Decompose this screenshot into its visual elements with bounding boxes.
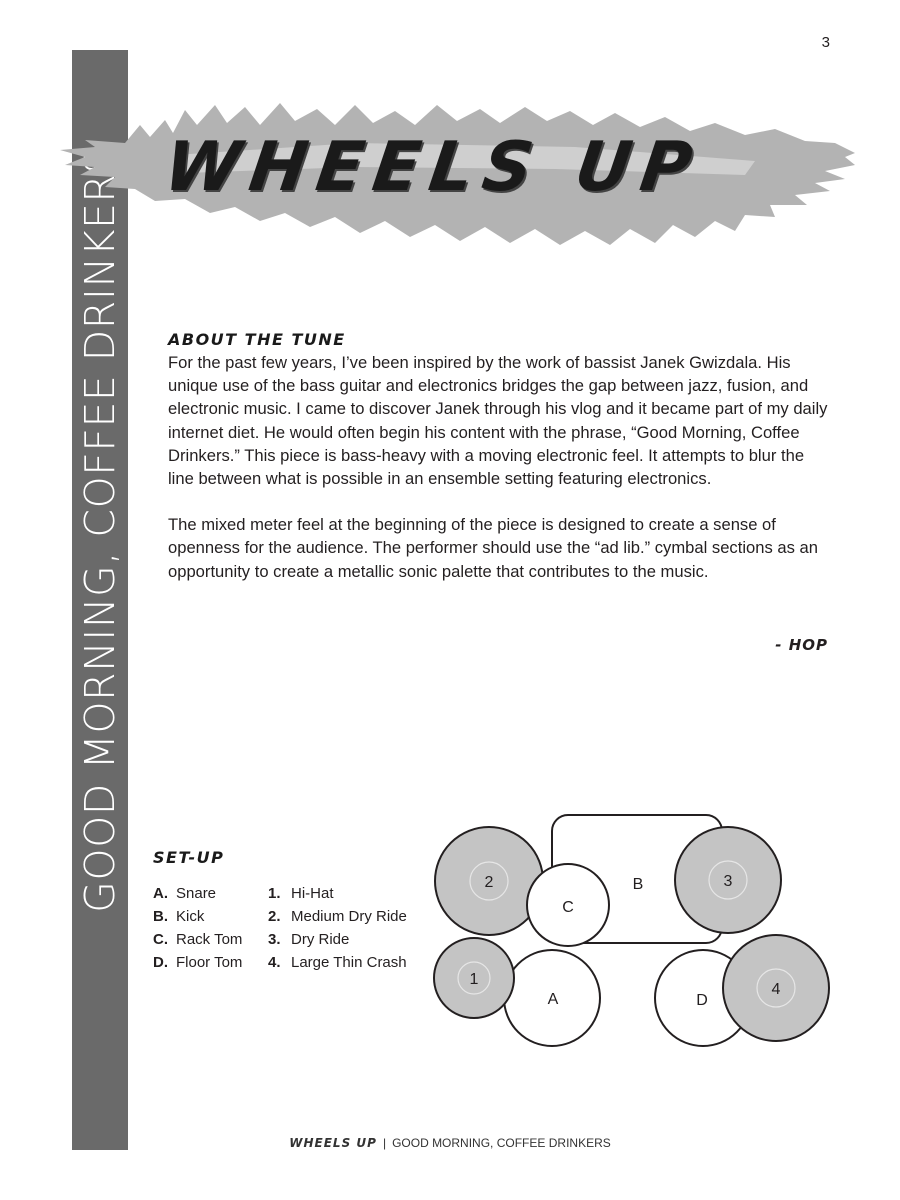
side-title: GOOD MORNING, COFFEE DRINKERS bbox=[76, 147, 124, 913]
drum-label: Rack Tom bbox=[176, 931, 243, 948]
list-item bbox=[268, 951, 407, 974]
footer-subtitle: GOOD MORNING, COFFEE DRINKERS bbox=[392, 1136, 611, 1150]
signature: - HOP bbox=[775, 636, 828, 654]
rack-tom-label: C bbox=[562, 899, 574, 916]
cymbal-label: Medium Dry Ride bbox=[291, 908, 407, 925]
cymbal-label: Hi-Hat bbox=[291, 885, 334, 902]
cymbal-key: 3. bbox=[268, 931, 281, 948]
drum-label: Floor Tom bbox=[176, 954, 243, 971]
list-item bbox=[153, 905, 242, 928]
list-item bbox=[153, 951, 242, 974]
ride-cymbal-dry-label: 3 bbox=[723, 873, 733, 890]
kick-drum-label: B bbox=[632, 876, 644, 893]
footer-title: WHEELS UP bbox=[289, 1136, 377, 1150]
drums-list bbox=[153, 882, 242, 974]
drum-label: Snare bbox=[176, 885, 217, 902]
about-paragraph-2: The mixed meter feel at the beginning of the piece is designed to create a sense of openness for the audience. The performer should use the “ad lib.” cymbal sections as an opportunity to create a metallic sonic palette that contributes to the music. bbox=[168, 515, 818, 581]
page-title: WHEELS UP bbox=[159, 128, 707, 207]
cymbal-key: 1. bbox=[268, 885, 281, 902]
ride-cymbal-medium-label: 2 bbox=[484, 874, 494, 891]
drum-key: D. bbox=[153, 954, 168, 971]
cymbal-label: Large Thin Crash bbox=[291, 954, 407, 971]
list-item bbox=[268, 928, 407, 951]
list-item bbox=[268, 882, 407, 905]
about-section bbox=[168, 330, 833, 583]
about-heading: ABOUT THE TUNE bbox=[168, 330, 346, 349]
drum-key: C. bbox=[153, 931, 168, 948]
drum-setup-diagram bbox=[425, 805, 845, 1075]
cymbal-key: 2. bbox=[268, 908, 281, 925]
cymbal-label: Dry Ride bbox=[291, 931, 350, 948]
page-number: 3 bbox=[821, 34, 830, 51]
drum-key: A. bbox=[153, 885, 168, 902]
setup-heading: SET-UP bbox=[153, 848, 225, 867]
snare-drum-label: A bbox=[547, 991, 559, 1008]
cymbals-list bbox=[268, 882, 407, 974]
hi-hat-label: 1 bbox=[469, 971, 479, 988]
drum-label: Kick bbox=[176, 908, 205, 925]
page-footer bbox=[0, 1136, 900, 1150]
cymbal-key: 4. bbox=[268, 954, 281, 971]
list-item bbox=[153, 928, 242, 951]
list-item bbox=[268, 905, 407, 928]
about-paragraph-1: For the past few years, I’ve been inspired by the work of bassist Janek Gwizdala. His unique use of the bass guitar and electronics bridges the gap between jazz, fusion, and electronic music. I came to discover Janek through his vlog and it became part of my daily internet diet. He would often begin his content with the phrase, “Good Morning, Coffee Drinkers.” This piece is bass-heavy with a moving electronic feel. It attempts to blur the line between what is possible in an ensemble setting featuring electronics. bbox=[168, 353, 828, 489]
footer-separator: | bbox=[382, 1136, 387, 1150]
drum-key: B. bbox=[153, 908, 168, 925]
crash-cymbal-label: 4 bbox=[771, 981, 781, 998]
list-item bbox=[153, 882, 242, 905]
floor-tom-label: D bbox=[696, 992, 708, 1009]
